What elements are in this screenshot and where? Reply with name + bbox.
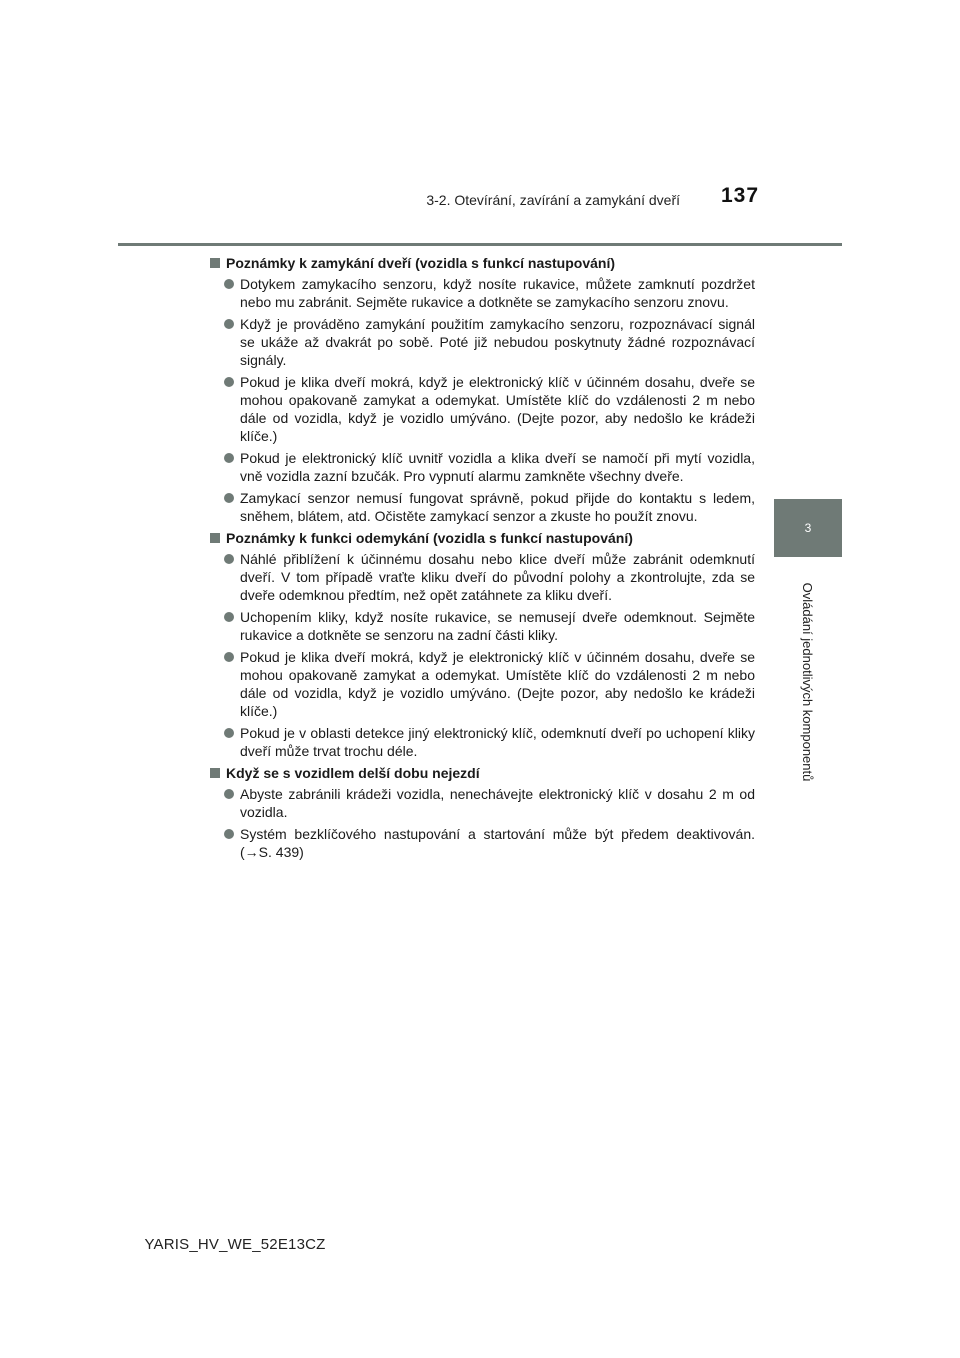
round-bullet-icon [224, 377, 234, 387]
square-bullet-icon [210, 533, 220, 543]
list-item-text: Abyste zabránili krádeži vozidla, nenechávejte elektronický klíč v dosahu 2 m od vozidla. [240, 786, 755, 820]
section-door-locking-notes [210, 254, 755, 525]
section-heading [210, 764, 755, 782]
round-bullet-icon [224, 789, 234, 799]
list-item-text: Systém bezklíčového nastupování a startování může být předem deaktivován. (→S. 439) [240, 826, 755, 860]
list-item [210, 489, 755, 525]
square-bullet-icon [210, 768, 220, 778]
round-bullet-icon [224, 279, 234, 289]
section-heading-text: Když se s vozidlem delší dobu nejezdí [226, 765, 480, 781]
list-item [210, 373, 755, 445]
round-bullet-icon [224, 728, 234, 738]
section-heading [210, 529, 755, 547]
list-item-text: Když je prováděno zamykání použitím zamykacího senzoru, rozpoznávací signál se ukáže až dvakrát po sobě. Poté již nebudou poskytnuty žádné rozpoznávací signály. [240, 316, 755, 368]
list-item-text: Zamykací senzor nemusí fungovat správně, pokud přijde do kontaktu s ledem, sněhem, blátem, atd. Očistěte zamykací senzor a zkuste ho použít znovu. [240, 490, 755, 524]
list-item-text: Uchopením kliky, když nosíte rukavice, se nemusejí dveře odemknout. Sejměte rukavice a dotkněte se senzoru na zadní části kliky. [240, 609, 755, 643]
section-long-term-parking [210, 764, 755, 861]
round-bullet-icon [224, 554, 234, 564]
list-item-text: Dotykem zamykacího senzoru, když nosíte rukavice, můžete zamknutí pozdržet nebo mu zabránit. Sejměte rukavice a dotkněte se zamykacího senzoru znovu. [240, 276, 755, 310]
page-number: 137 [720, 184, 760, 207]
page-content [210, 254, 755, 865]
list-item-text: Náhlé přiblížení k účinnému dosahu nebo klice dveří může zabránit odemknutí dveří. V tom případě vraťte kliku dveří do původní polohy a zkontrolujte, zda se dveře odemknou předtím, než opět zatáhnete za kliku dveří. [240, 551, 755, 603]
chapter-tab [774, 499, 842, 557]
chapter-side-title: Ovládání jednotlivých komponentů [800, 582, 815, 782]
list-item [210, 550, 755, 604]
chapter-number: 3 [804, 521, 812, 535]
list-item-text: Pokud je klika dveří mokrá, když je elektronický klíč v účinném dosahu, dveře se mohou opakovaně zamykat a odemykat. Umístěte klíč do vzdálenosti 2 m nebo dále od vozidla, když je vozidlo umýváno. (Dejte pozor, aby nedošlo ke krádeži klíče.) [240, 374, 755, 444]
list-item [210, 648, 755, 720]
list-item [210, 449, 755, 485]
section-heading-text: Poznámky k funkci odemykání (vozidla s funkcí nastupování) [226, 530, 633, 546]
round-bullet-icon [224, 319, 234, 329]
list-item [210, 608, 755, 644]
list-item-text: Pokud je v oblasti detekce jiný elektronický klíč, odemknutí dveří po uchopení kliky dveří může trvat trochu déle. [240, 725, 755, 759]
footer-document-code: YARIS_HV_WE_52E13CZ [144, 1236, 326, 1253]
list-item [210, 315, 755, 369]
round-bullet-icon [224, 829, 234, 839]
section-unlocking-notes [210, 529, 755, 760]
header-divider [118, 243, 842, 246]
round-bullet-icon [224, 453, 234, 463]
round-bullet-icon [224, 652, 234, 662]
section-heading-text: Poznámky k zamykání dveří (vozidla s funkcí nastupování) [226, 255, 616, 271]
header-section-title: 3-2. Otevírání, zavírání a zamykání dveří [426, 192, 680, 208]
square-bullet-icon [210, 258, 220, 268]
list-item [210, 724, 755, 760]
list-item [210, 785, 755, 821]
list-item [210, 825, 755, 861]
section-heading [210, 254, 755, 272]
list-item-text: Pokud je elektronický klíč uvnitř vozidla a klika dveří se namočí při mytí vozidla, vně vozidla zazní bzučák. Pro vypnutí alarmu zamkněte všechny dveře. [240, 450, 755, 484]
list-item-text: Pokud je klika dveří mokrá, když je elektronický klíč v účinném dosahu, dveře se mohou opakovaně zamykat a odemykat. Umístěte klíč do vzdálenosti 2 m nebo dále od vozidla, když je vozidlo umýváno. (Dejte pozor, aby nedošlo ke krádeži klíče.) [240, 649, 755, 719]
round-bullet-icon [224, 612, 234, 622]
list-item [210, 275, 755, 311]
round-bullet-icon [224, 493, 234, 503]
